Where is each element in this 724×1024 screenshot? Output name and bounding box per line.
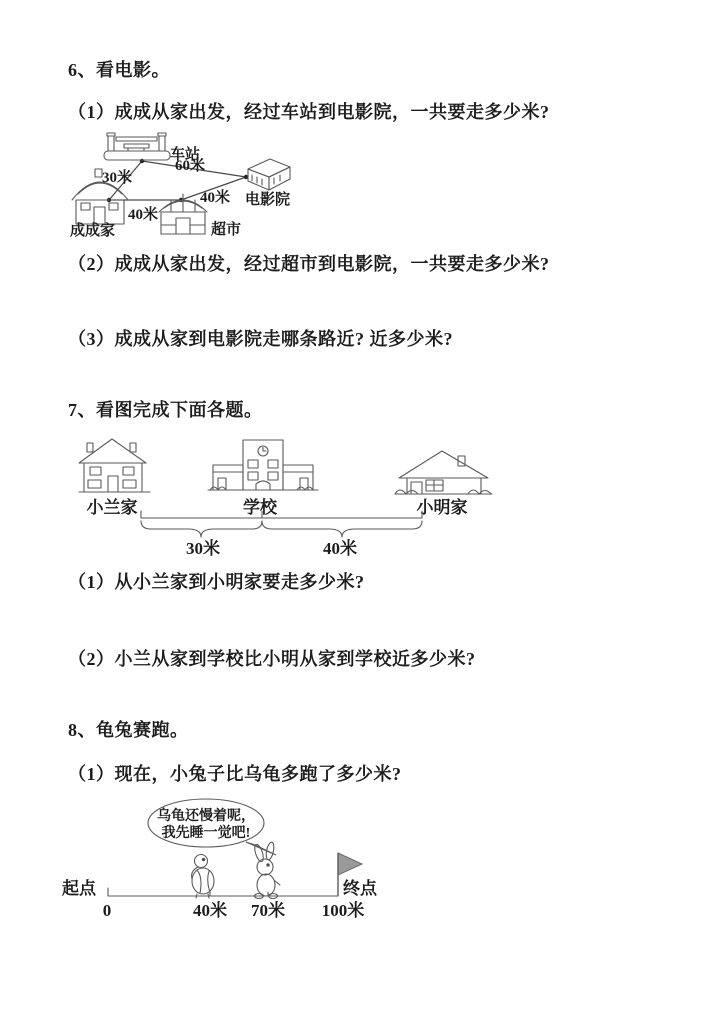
label-dist-left: 30米 — [186, 539, 220, 558]
distance-brackets — [141, 511, 422, 537]
q7-title: 7、看图完成下面各题。 — [68, 400, 263, 420]
tick-0: 0 — [102, 901, 112, 920]
q6-question-1: （1）成成从家出发，经过车站到电影院，一共要走多少米? — [68, 102, 550, 122]
q7-question-2: （2）小兰从家到学校比小明从家到学校近多少米? — [68, 649, 476, 669]
label-school: 学校 — [243, 498, 277, 517]
tortoise-icon — [192, 855, 214, 899]
q8-title: 8、龟兔赛跑。 — [68, 720, 189, 740]
bus-station-icon — [104, 133, 170, 160]
label-dist-market-cinema: 40米 — [200, 190, 231, 206]
tick-100: 100米 — [321, 901, 365, 920]
label-left-house: 小兰家 — [86, 498, 138, 517]
label-dist-right: 40米 — [323, 539, 357, 558]
label-home: 成成家 — [70, 223, 116, 239]
rabbit-icon — [253, 841, 280, 898]
tick-40: 40米 — [193, 901, 227, 920]
bubble-text-line2: 我先睡一觉吧! — [161, 826, 251, 841]
q8-race-diagram — [50, 793, 410, 925]
cinema-icon — [248, 159, 290, 190]
q6-question-2: （2）成成从家出发，经过超市到电影院，一共要走多少米? — [68, 254, 550, 274]
label-right-house: 小明家 — [416, 498, 468, 517]
q7-question-1: （1）从小兰家到小明家要走多少米? — [68, 572, 365, 592]
label-finish: 终点 — [343, 879, 377, 898]
q6-map-diagram — [58, 128, 368, 246]
label-station: 车站 — [170, 147, 201, 163]
q6-question-3: （3）成成从家到电影院走哪条路近? 近多少米? — [68, 329, 453, 349]
xiaoming-house-icon — [395, 451, 492, 494]
q6-title: 6、看电影。 — [68, 60, 170, 80]
label-market: 超市 — [211, 222, 242, 238]
tick-70: 70米 — [251, 901, 285, 920]
xiaolan-house-icon — [79, 439, 150, 492]
label-dist-station-cinema: 60米 — [175, 158, 206, 174]
track-line — [108, 888, 338, 896]
q7-map-diagram — [60, 432, 500, 560]
label-dist-home-market: 40米 — [128, 207, 159, 223]
label-start: 起点 — [62, 879, 96, 898]
label-cinema: 电影院 — [245, 192, 291, 208]
school-icon — [208, 440, 318, 490]
label-dist-home-station: 30米 — [102, 170, 133, 186]
bubble-text-line1: 乌龟还慢着呢， — [157, 809, 255, 824]
speech-bubble — [148, 799, 276, 855]
q8-question-1: （1）现在，小兔子比乌龟多跑了多少米? — [68, 764, 402, 784]
